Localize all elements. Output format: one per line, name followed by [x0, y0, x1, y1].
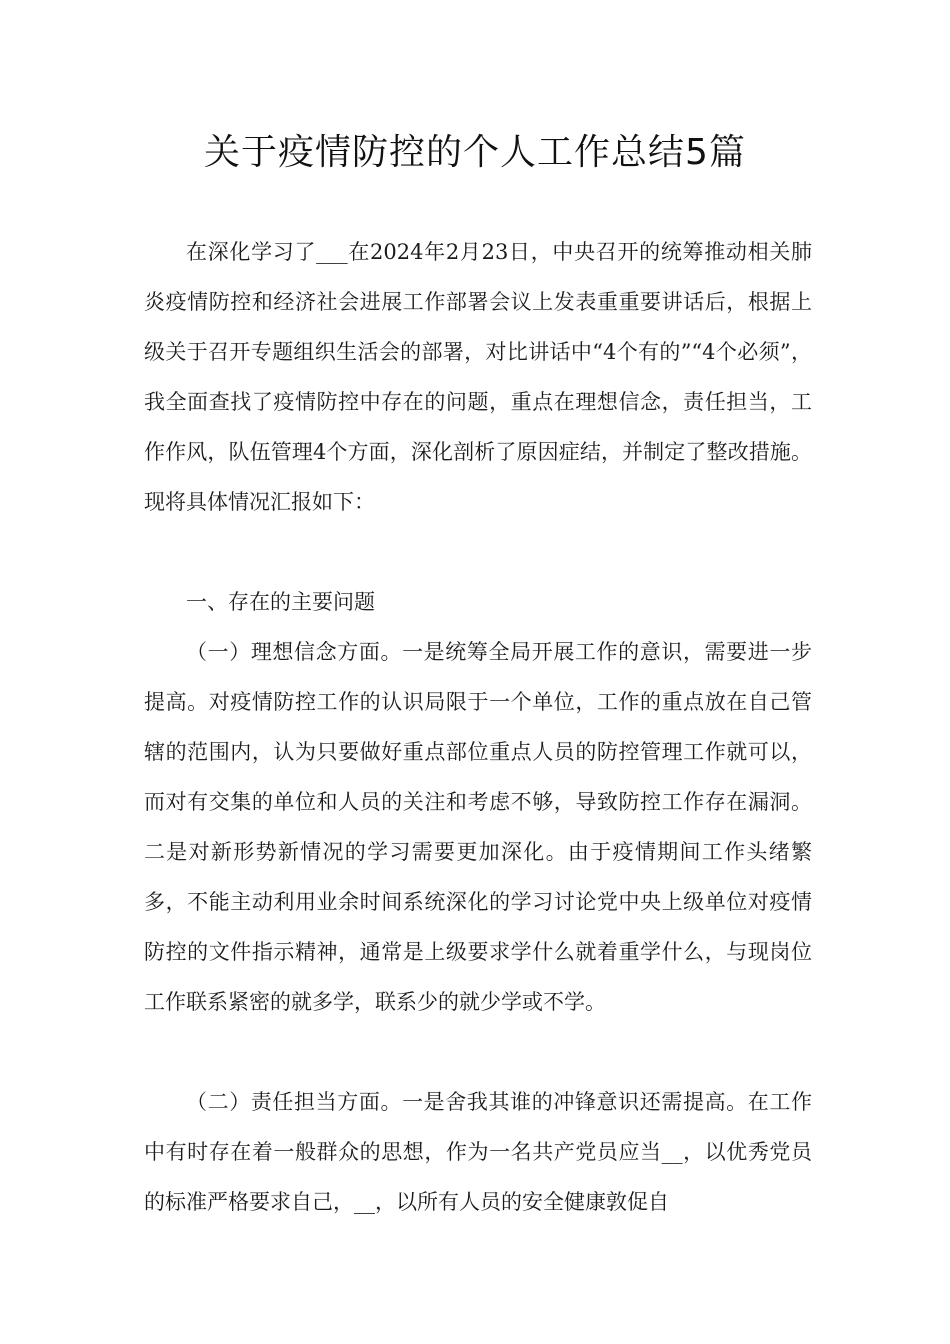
paragraph-responsibility: （二）责任担当方面。一是舍我其谁的冲锋意识还需提高。在工作中有时存在着一般群众的思想，作为一名共产党员应当__，以优秀党员的标准严格要求自己，__，以所有人员的安全健康敦促自 — [144, 1090, 812, 1214]
intro-paragraph: 在深化学习了___在2024年2月23日，中央召开的统筹推动相关肺炎疫情防控和经济社会进展工作部署会议上发表重重要讲话后，根据上级关于召开专题组织生活会的部署，对比讲话中“4个有的”“4个必须”，我全面查找了疫情防控中存在的问题，重点在理想信念，责任担当，工作作风，队伍管理4个方面，深化剖析了原因症结，并制定了整改措施。现将具体情况汇报如下： — [144, 240, 812, 514]
section-heading-main-problems: 一、存在的主要问题 — [186, 590, 375, 614]
document-title: 关于疫情防控的个人工作总结5篇 — [204, 132, 746, 173]
paragraph-ideals-beliefs: （一）理想信念方面。一是统筹全局开展工作的意识，需要进一步提高。对疫情防控工作的认识局限于一个单位，工作的重点放在自己管辖的范围内，认为只要做好重点部位重点人员的防控管理工作就可以，而对有交集的单位和人员的关注和考虑不够，导致防控工作存在漏洞。二是对新形势新情况的学习需要更加深化。由于疫情期间工作头绪繁多，不能主动利用业余时间系统深化的学习讨论党中央上级单位对疫情防控的文件指示精神，通常是上级要求学什么就着重学什么，与现岗位工作联系紧密的就多学，联系少的就少学或不学。 — [144, 640, 812, 1014]
